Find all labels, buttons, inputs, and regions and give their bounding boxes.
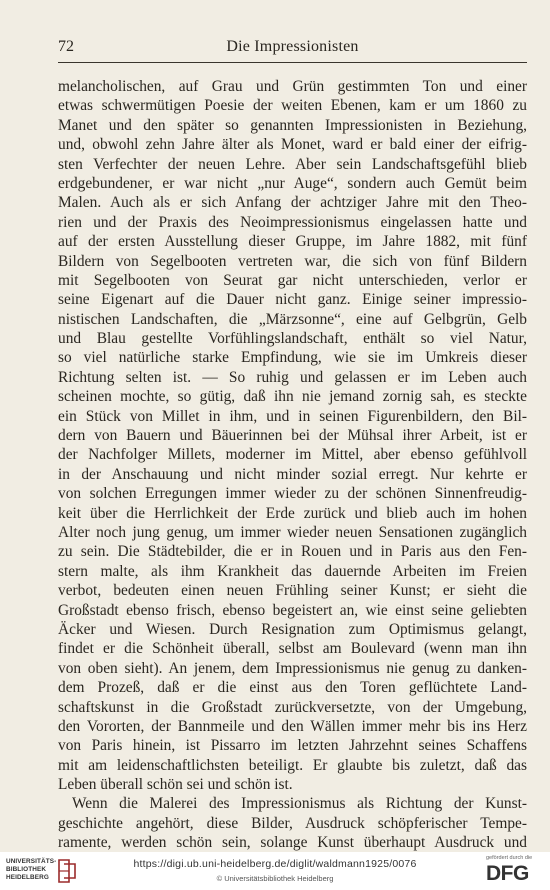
text-line: erdgebundener, er war nicht „nur Auge“, sondern auch Gemüt beim <box>58 174 527 192</box>
dfg-logo[interactable] <box>484 855 544 887</box>
text-line: von Paris hinein, ist Pissarro im letzten Jahrzehnt seines Schaffens <box>58 737 527 755</box>
text-line: schaftskunst in die Großstadt zurückversetzte, von der Umgebung, <box>58 698 527 716</box>
text-line: Alter noch jung genug, um immer wieder neuen Sensationen zugänglich <box>58 523 527 541</box>
text-line: Äcker und Wiesen. Durch Resignation zum Optimismus gelangt, <box>58 620 527 638</box>
text-line: geschichte angehört, diese Bilder, Ausdruck schöpferischer Tempe- <box>58 814 527 832</box>
text-line: Wenn die Malerei des Impressionismus als Richtung der Kunst- <box>72 795 527 813</box>
body-text <box>58 77 527 853</box>
text-line: findet er die Schönheit überall, selbst am Boulevard (wenn man ihn <box>58 640 527 658</box>
text-line: der Nachfolger Millets, moderner im Mittel, aber ebenso gefühlvoll <box>58 446 527 464</box>
text-line: Richtung selten ist. — So ruhig und gelassen er im Leben auch <box>58 368 527 386</box>
text-line: dern von Bauern und Bäuerinnen bei der Mühsal ihrer Arbeit, ist er <box>58 427 527 445</box>
text-line: melancholischen, auf Grau und Grün gestimmten Ton und einer <box>58 78 527 95</box>
text-line: etwas schwermütigen Poesie der weiten Ebenen, kam er um 1860 zu <box>58 97 527 115</box>
text-line: mit am leidenschaftlichsten beteiligt. Er glaubte bis zuletzt, daß das <box>58 756 527 774</box>
text-line: zu sein. Die Städtebilder, die er in Rouen und in Paris aus den Fen- <box>58 543 527 561</box>
text-line: scheinen mochte, so gütig, daß ihn nie jemand zornig sah, es steckte <box>58 388 527 406</box>
text-line: Großstadt ebenso frisch, ebenso begeistert an, wie einst seine geliebten <box>58 601 527 619</box>
text-line: verbot, bedeuten einen neuen Frühling seiner Kunst; er sieht die <box>58 582 527 600</box>
text-line: und Blau gestellte Vorfühlingslandschaft, enthält so viel Natur, <box>58 330 527 348</box>
dfg-wordmark: DFG <box>486 862 529 885</box>
permalink-url[interactable]: https://digi.ub.uni-heidelberg.de/diglit/waldmann1925/0076 <box>133 858 417 870</box>
library-name-line: UNIVERSITÄTS- <box>6 858 57 865</box>
viewer-footer <box>0 852 550 890</box>
text-line: mit Segelbooten von Seurat gar nicht unterschieden, verlor er <box>58 271 527 289</box>
text-line: den Vororten, der Bannmeile und den Wällen immer mehr bis ins Herz <box>58 717 527 735</box>
text-line: dem Prozeß, daß er die einst aus den Toren geflüchtete Land- <box>58 679 527 697</box>
copyright-notice: © Universitätsbibliothek Heidelberg <box>216 874 334 883</box>
text-line: Malen. Auch als er sich Anfang der achtziger Jahre mit den Theo- <box>58 194 527 212</box>
library-name-line: BIBLIOTHEK <box>6 866 47 873</box>
text-line: und, obwohl zehn Jahre älter als Monet, ward er bald einer der eifrig- <box>58 136 527 154</box>
running-title: Die Impressionisten <box>226 38 359 55</box>
text-line: so viel natürliche starke Empfindung, wie sie im Umkreis dieser <box>58 349 527 367</box>
text-line: keit über die Herrlichkeit der Erde zurück und blieb auch im hohen <box>58 504 527 522</box>
text-line: Manet und den später so genannten Impressionisten in Beziehung, <box>58 116 527 134</box>
text-line: von oben sieht). An jenem, dem Impressionismus nie genug zu danken- <box>58 659 527 677</box>
dfg-funding-note: gefördert durch die <box>486 855 533 861</box>
text-line: Leben überall schön sei und schön ist. <box>58 776 293 794</box>
text-line: nistischen Landschaften, die „Märzsonne“, eine auf Gelbgrün, Gelb <box>58 310 527 328</box>
text-line: auf der ersten Ausstellung dieser Gruppe, im Jahre 1882, mit fünf <box>58 233 527 251</box>
text-line: von solchen Erregungen immer wieder zu der schönen Sinnenfreudig- <box>58 485 527 503</box>
text-line: rien und der Praxis des Neoimpressionismus eingelassen hatte und <box>58 213 527 231</box>
text-line: in der Anschauung und nicht minder sozial erregt. Nur kehrte er <box>58 465 527 483</box>
text-line: ein Stück von Millet in ihm, und in seinen Figurenbildern, den Bil- <box>58 407 527 425</box>
page-number: 72 <box>58 38 74 55</box>
text-line: Bildern von Segelbooten vertreten war, die sich von fünf Bildern <box>58 252 527 270</box>
text-line: ramente, werden schön sein, solange Kunst überhaupt Ausdruck und <box>58 834 527 852</box>
text-line: sten Verfechter der neuen Lehre. Aber sein Landschaftsgefühl blieb <box>58 155 527 173</box>
library-name-line: HEIDELBERG <box>6 874 49 881</box>
text-line: seine Eigenart auf die Dauer nicht ganz. Einige seiner impressio- <box>58 291 527 309</box>
page-header <box>58 36 527 63</box>
text-line: stern malte, als ihm Krankheit das dauernde Arbeiten im Freien <box>58 562 527 580</box>
